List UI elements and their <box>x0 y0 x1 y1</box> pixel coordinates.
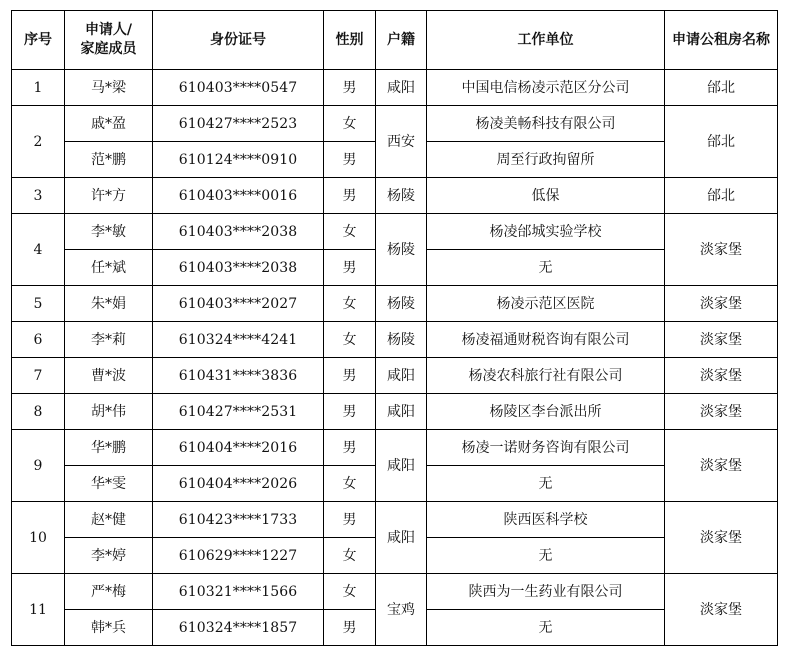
serial-cell: 4 <box>12 214 65 286</box>
id-cell: 610427****2531 <box>153 394 324 430</box>
serial-cell: 10 <box>12 502 65 574</box>
housing-cell: 淡家堡 <box>665 322 778 358</box>
gender-cell: 女 <box>324 106 376 142</box>
table-row <box>12 70 778 106</box>
hukou-cell: 宝鸡 <box>376 574 427 646</box>
housing-cell: 邰北 <box>665 106 778 178</box>
table-row <box>12 106 778 142</box>
serial-cell: 11 <box>12 574 65 646</box>
name-cell: 曹*波 <box>65 358 153 394</box>
housing-cell: 邰北 <box>665 178 778 214</box>
workplace-cell: 周至行政拘留所 <box>427 142 665 178</box>
name-cell: 李*莉 <box>65 322 153 358</box>
id-cell: 610403****2038 <box>153 214 324 250</box>
table-row <box>12 574 778 610</box>
workplace-cell: 无 <box>427 466 665 502</box>
name-cell: 李*婷 <box>65 538 153 574</box>
name-cell: 华*雯 <box>65 466 153 502</box>
gender-cell: 女 <box>324 538 376 574</box>
gender-cell: 男 <box>324 610 376 646</box>
gender-cell: 男 <box>324 178 376 214</box>
workplace-cell: 杨凌一诺财务咨询有限公司 <box>427 430 665 466</box>
workplace-cell: 杨陵区李台派出所 <box>427 394 665 430</box>
workplace-cell: 杨凌福通财税咨询有限公司 <box>427 322 665 358</box>
name-cell: 戚*盈 <box>65 106 153 142</box>
table-row <box>12 214 778 250</box>
serial-cell: 1 <box>12 70 65 106</box>
header-hukou: 户籍 <box>376 11 427 70</box>
hukou-cell: 咸阳 <box>376 70 427 106</box>
workplace-cell: 杨凌邰城实验学校 <box>427 214 665 250</box>
id-cell: 610403****2038 <box>153 250 324 286</box>
table-row <box>12 502 778 538</box>
gender-cell: 男 <box>324 502 376 538</box>
name-cell: 朱*娟 <box>65 286 153 322</box>
workplace-cell: 无 <box>427 610 665 646</box>
workplace-cell: 无 <box>427 250 665 286</box>
id-cell: 610324****1857 <box>153 610 324 646</box>
gender-cell: 女 <box>324 286 376 322</box>
housing-cell: 邰北 <box>665 70 778 106</box>
gender-cell: 女 <box>324 466 376 502</box>
id-cell: 610629****1227 <box>153 538 324 574</box>
hukou-cell: 咸阳 <box>376 394 427 430</box>
gender-cell: 男 <box>324 142 376 178</box>
table-row <box>12 394 778 430</box>
name-cell: 赵*健 <box>65 502 153 538</box>
housing-cell: 淡家堡 <box>665 286 778 322</box>
table-row <box>12 322 778 358</box>
workplace-cell: 杨凌示范区医院 <box>427 286 665 322</box>
id-cell: 610324****4241 <box>153 322 324 358</box>
hukou-cell: 杨陵 <box>376 178 427 214</box>
name-cell: 韩*兵 <box>65 610 153 646</box>
hukou-cell: 西安 <box>376 106 427 178</box>
housing-cell: 淡家堡 <box>665 502 778 574</box>
serial-cell: 8 <box>12 394 65 430</box>
table-row <box>12 178 778 214</box>
header-gender: 性别 <box>324 11 376 70</box>
workplace-cell: 杨凌农科旅行社有限公司 <box>427 358 665 394</box>
housing-cell: 淡家堡 <box>665 394 778 430</box>
name-cell: 马*梁 <box>65 70 153 106</box>
serial-cell: 3 <box>12 178 65 214</box>
housing-cell: 淡家堡 <box>665 574 778 646</box>
gender-cell: 男 <box>324 250 376 286</box>
id-cell: 610404****2026 <box>153 466 324 502</box>
workplace-cell: 陕西医科学校 <box>427 502 665 538</box>
table-row <box>12 430 778 466</box>
id-cell: 610431****3836 <box>153 358 324 394</box>
hukou-cell: 咸阳 <box>376 430 427 502</box>
table-row <box>12 286 778 322</box>
header-row <box>12 11 778 70</box>
id-cell: 610427****2523 <box>153 106 324 142</box>
applicant-table <box>11 10 778 646</box>
gender-cell: 女 <box>324 574 376 610</box>
id-cell: 610403****0016 <box>153 178 324 214</box>
housing-cell: 淡家堡 <box>665 358 778 394</box>
serial-cell: 2 <box>12 106 65 178</box>
name-cell: 任*斌 <box>65 250 153 286</box>
name-cell: 李*敏 <box>65 214 153 250</box>
table-row <box>12 358 778 394</box>
id-cell: 610124****0910 <box>153 142 324 178</box>
workplace-cell: 陕西为一生药业有限公司 <box>427 574 665 610</box>
header-applicant <box>65 11 153 70</box>
name-cell: 严*梅 <box>65 574 153 610</box>
header-applicant-line1: 申请人/ <box>84 22 133 38</box>
hukou-cell: 杨陵 <box>376 214 427 286</box>
header-applicant-line2: 家庭成员 <box>80 41 137 57</box>
workplace-cell: 无 <box>427 538 665 574</box>
hukou-cell: 咸阳 <box>376 502 427 574</box>
workplace-cell: 杨凌美畅科技有限公司 <box>427 106 665 142</box>
name-cell: 范*鹏 <box>65 142 153 178</box>
id-cell: 610403****0547 <box>153 70 324 106</box>
name-cell: 华*鹏 <box>65 430 153 466</box>
serial-cell: 5 <box>12 286 65 322</box>
hukou-cell: 杨陵 <box>376 286 427 322</box>
serial-cell: 9 <box>12 430 65 502</box>
name-cell: 许*方 <box>65 178 153 214</box>
header-serial: 序号 <box>12 11 65 70</box>
header-id-number: 身份证号 <box>153 11 324 70</box>
name-cell: 胡*伟 <box>65 394 153 430</box>
workplace-cell: 中国电信杨凌示范区分公司 <box>427 70 665 106</box>
serial-cell: 7 <box>12 358 65 394</box>
hukou-cell: 咸阳 <box>376 358 427 394</box>
gender-cell: 女 <box>324 322 376 358</box>
id-cell: 610404****2016 <box>153 430 324 466</box>
id-cell: 610321****1566 <box>153 574 324 610</box>
hukou-cell: 杨陵 <box>376 322 427 358</box>
header-housing: 申请公租房名称 <box>665 11 778 70</box>
id-cell: 610423****1733 <box>153 502 324 538</box>
gender-cell: 男 <box>324 394 376 430</box>
id-cell: 610403****2027 <box>153 286 324 322</box>
gender-cell: 男 <box>324 358 376 394</box>
gender-cell: 女 <box>324 214 376 250</box>
workplace-cell: 低保 <box>427 178 665 214</box>
serial-cell: 6 <box>12 322 65 358</box>
housing-cell: 淡家堡 <box>665 430 778 502</box>
header-workplace: 工作单位 <box>427 11 665 70</box>
gender-cell: 男 <box>324 70 376 106</box>
housing-cell: 淡家堡 <box>665 214 778 286</box>
gender-cell: 男 <box>324 430 376 466</box>
